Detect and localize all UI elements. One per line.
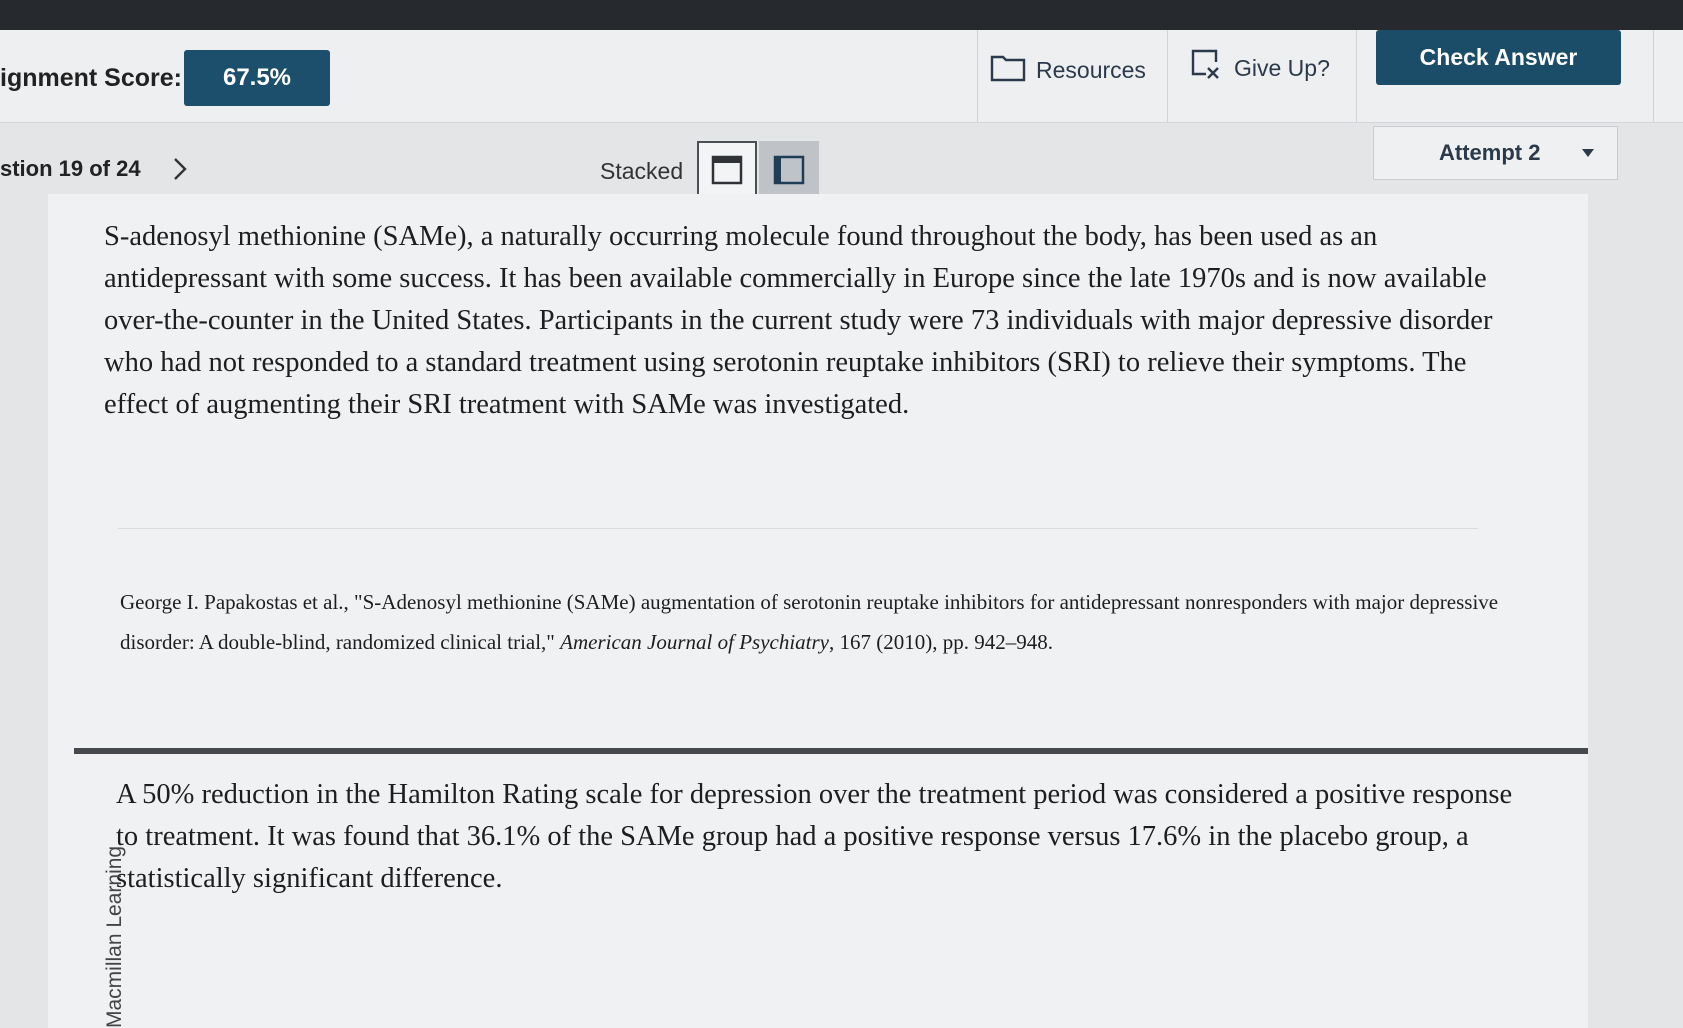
toolbar-divider <box>1356 30 1357 122</box>
stacked-label: Stacked <box>600 158 684 184</box>
section-divider <box>118 528 1478 529</box>
study-finding-text: A 50% reduction in the Hamilton Rating scale for depression over the treatment period was considered a positive response to treatment. It was found that 36.1% of the SAMe group had a positive response versus 17.6% in the placebo group, a statistically significant difference. <box>116 779 1513 894</box>
toolbar-divider <box>977 30 978 122</box>
caret-down-icon <box>1581 148 1595 158</box>
citation-text: George I. Papakostas et al., "S-Adenosyl methionine (SAMe) augmentation of serotonin reuptake inhibitors for antidepressant nonresponders with major depressive disorder: A double-blind, randomized clinical trial," <box>120 590 1499 654</box>
attempt-dropdown[interactable] <box>1373 126 1618 180</box>
citation-pages: , 167 (2010), pp. 942–948. <box>829 630 1053 654</box>
assignment-score-label: ignment Score: <box>0 64 182 92</box>
content-divider <box>74 748 1588 754</box>
source-citation <box>120 582 1540 662</box>
question-intro-text: S-adenosyl methionine (SAMe), a naturally occurring molecule found throughout the body, has been used as an antidepressant with some success. It has been available commercially in Europe since the late 1970s and is now available over-the-counter in the United States. Participants in the current study were 73 individuals with major depressive disorder who had not responded to a standard treatment using serotonin reuptake inhibitors (SRI) to relieve their symptoms. The effect of augmenting their SRI treatment with SAMe was investigated. <box>104 221 1493 420</box>
journal-title: American Journal of Psychiatry <box>560 630 829 654</box>
give-up-icon <box>1190 48 1224 88</box>
side-by-side-layout-icon <box>773 155 805 185</box>
window-top-band <box>0 0 1683 30</box>
publisher-credit: Macmillan Learning <box>103 845 126 1028</box>
toolbar-divider <box>1167 30 1168 122</box>
folder-icon <box>990 52 1026 88</box>
give-up-label: Give Up? <box>1234 54 1330 81</box>
resources-button[interactable] <box>990 52 1146 88</box>
question-navigation <box>0 122 1683 202</box>
resources-label: Resources <box>1036 56 1146 83</box>
assignment-score-value: 67.5% <box>184 50 330 106</box>
side-by-side-view-button[interactable] <box>759 141 819 199</box>
question-content-panel <box>48 194 1588 1028</box>
give-up-button[interactable] <box>1190 48 1330 88</box>
question-counter: stion 19 of 24 <box>0 156 141 181</box>
check-answer-button[interactable]: Check Answer <box>1376 30 1621 85</box>
attempt-label: Attempt 2 <box>1439 140 1541 165</box>
stacked-view-button[interactable] <box>697 141 757 199</box>
next-question-button[interactable] <box>170 154 192 189</box>
toolbar-divider <box>1653 30 1654 122</box>
stacked-layout-icon <box>711 155 743 185</box>
chevron-right-icon <box>170 154 192 184</box>
